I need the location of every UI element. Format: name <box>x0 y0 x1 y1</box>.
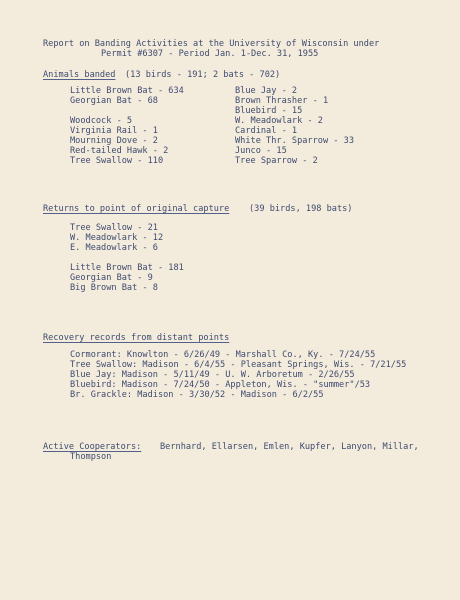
list-item: Little Brown Bat - 181 <box>70 263 184 273</box>
returns-summary: (39 birds, 198 bats) <box>249 204 353 214</box>
list-item: Big Brown Bat - 8 <box>70 283 158 293</box>
animals-banded-summary: (13 birds - 191; 2 bats - 702) <box>125 70 281 80</box>
list-item: White Thr. Sparrow - 33 <box>235 136 354 146</box>
list-item: Georgian Bat - 9 <box>70 273 153 283</box>
list-item: Bluebird: Madison - 7/24/50 - Appleton, Wis. - "summer"/53 <box>70 380 371 390</box>
recovery-heading: Recovery records from distant points <box>43 333 230 343</box>
list-item: Junco - 15 <box>235 146 287 156</box>
list-item: Mourning Dove - 2 <box>70 136 158 146</box>
list-item: Cardinal - 1 <box>235 126 298 136</box>
list-item: Woodcock - 5 <box>70 116 133 126</box>
list-item: Brown Thrasher - 1 <box>235 96 329 106</box>
cooperators-names: Bernhard, Ellarsen, Emlen, Kupfer, Lanyon, Millar, <box>160 442 419 452</box>
list-item: Tree Sparrow - 2 <box>235 156 318 166</box>
list-item: Bluebird - 15 <box>235 106 303 116</box>
list-item: W. Meadowlark - 2 <box>235 116 323 126</box>
list-item: Tree Swallow - 110 <box>70 156 164 166</box>
list-item: Blue Jay: Madison - 5/11/49 - U. W. Arboretum - 2/26/55 <box>70 370 355 380</box>
report-title: Report on Banding Activities at the University of Wisconsin under <box>43 39 380 49</box>
cooperators-names-continued: Thompson <box>70 452 112 462</box>
list-item: Br. Grackle: Madison - 3/30/52 - Madison - 6/2/55 <box>70 390 324 400</box>
cooperators-heading: Active Cooperators: <box>43 442 142 452</box>
returns-heading: Returns to point of original capture <box>43 204 230 214</box>
list-item: Blue Jay - 2 <box>235 86 298 96</box>
list-item: Georgian Bat - 68 <box>70 96 158 106</box>
list-item: Virginia Rail - 1 <box>70 126 158 136</box>
animals-banded-right-list <box>235 86 354 166</box>
list-item: E. Meadowlark - 6 <box>70 243 158 253</box>
animals-banded-heading: Animals banded <box>43 70 116 80</box>
list-item: Cormorant: Knowlton - 6/26/49 - Marshall Co., Ky. - 7/24/55 <box>70 350 376 360</box>
list-item <box>70 106 184 116</box>
list-item: Tree Swallow - 21 <box>70 223 158 233</box>
list-item: W. Meadowlark - 12 <box>70 233 164 243</box>
report-subtitle: Permit #6307 - Period Jan. 1-Dec. 31, 1955 <box>101 49 319 59</box>
list-item: Tree Swallow: Madison - 6/4/55 - Pleasant Springs, Wis. - 7/21/55 <box>70 360 407 370</box>
list-item: Little Brown Bat - 634 <box>70 86 184 96</box>
list-item: Red-tailed Hawk - 2 <box>70 146 169 156</box>
animals-banded-left-list <box>70 86 184 166</box>
returns-list <box>70 223 184 293</box>
recovery-list <box>70 350 406 400</box>
list-item <box>70 253 184 263</box>
